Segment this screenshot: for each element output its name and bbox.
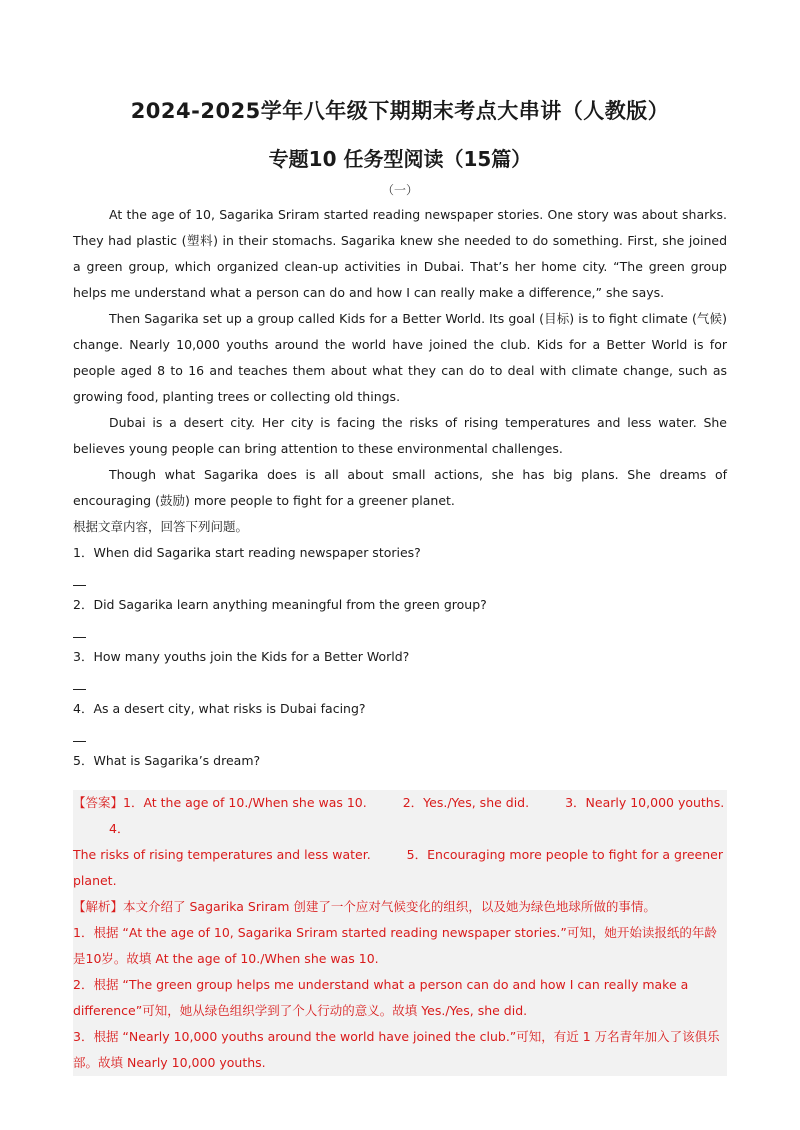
- explanation-2: 2．根据 “The green group helps me understand what a person can do and how I can really make a difference”可知，她从绿色组织学到了个人行动的意义。故填 Yes./Yes, she did.: [73, 977, 689, 1018]
- answer-1: 【答案】1．At the age of 10./When she was 10.: [73, 795, 367, 810]
- answer-4-number: 4．: [109, 821, 130, 836]
- answer-5: 5．Encouraging more people to fight for a greener planet.: [73, 847, 723, 888]
- answer-blank[interactable]: [73, 722, 87, 748]
- question-item: 3．How many youths join the Kids for a Better World?: [73, 649, 410, 664]
- answer-blank[interactable]: [73, 670, 87, 696]
- explanation-1: 1．根据 “At the age of 10, Sagarika Sriram started reading newspaper stories.”可知，她开始读报纸的年龄是10岁。故填 At the age of 10./When she was 10.: [73, 925, 717, 966]
- document-subtitle: 专题10 任务型阅读（15篇）: [268, 147, 532, 171]
- question-item: 2．Did Sagarika learn anything meaningful from the green group?: [73, 597, 487, 612]
- answer-3: 3．Nearly 10,000 youths.: [565, 795, 725, 810]
- answer-4: The risks of rising temperatures and less water.: [73, 847, 371, 862]
- answer-blank[interactable]: [73, 618, 87, 644]
- passage-paragraph: At the age of 10, Sagarika Sriram started reading newspaper stories. One story was about sharks. They had plastic (塑料) in their stomachs. Sagarika knew she needed to do something. First, she joined a green group, which organized clean-up activities in Dubai. That’s her home city. “The green group helps me understand what a person can do and how I can really make a difference,” she says.: [73, 207, 727, 300]
- question-item: 1．When did Sagarika start reading newspaper stories?: [73, 545, 421, 560]
- instruction-text: 根据文章内容，回答下列问题。: [73, 519, 249, 534]
- question-item: 5．What is Sagarika’s dream?: [73, 753, 261, 768]
- passage-paragraph: Then Sagarika set up a group called Kids for a Better World. Its goal (目标) is to fight climate (气候) change. Nearly 10,000 youths around the world have joined the club. Kids for a Better World is for people aged 8 to 16 and teaches them about what they can do to deal with climate change, such as growing food, planting trees or collecting old things.: [73, 311, 727, 404]
- question-item: 4．As a desert city, what risks is Dubai facing?: [73, 701, 366, 716]
- passage-paragraph: Though what Sagarika does is all about small actions, she has big plans. She dreams of encouraging (鼓励) more people to fight for a greener planet.: [73, 467, 727, 508]
- answer-line: [73, 790, 727, 842]
- explanation-3: 3．根据 “Nearly 10,000 youths around the world have joined the club.”可知，有近 1 万名青年加入了该俱乐部。故填 Nearly 10,000 youths.: [73, 1029, 720, 1070]
- answer-box: [73, 790, 727, 1076]
- passage-body: [73, 202, 727, 800]
- answer-blank[interactable]: [73, 566, 87, 592]
- answer-2: 2．Yes./Yes, she did.: [402, 795, 530, 810]
- analysis-summary: 【解析】本文介绍了 Sagarika Sriram 创建了一个应对气候变化的组织，以及她为绿色地球所做的事情。: [73, 899, 656, 914]
- passage-paragraph: Dubai is a desert city. Her city is facing the risks of rising temperatures and less water. She believes young people can bring attention to these environmental challenges.: [73, 415, 727, 456]
- section-number: （一）: [381, 183, 418, 197]
- answer-line: [73, 842, 727, 894]
- document-title: 2024-2025学年八年级下期期末考点大串讲（人教版）: [130, 99, 670, 123]
